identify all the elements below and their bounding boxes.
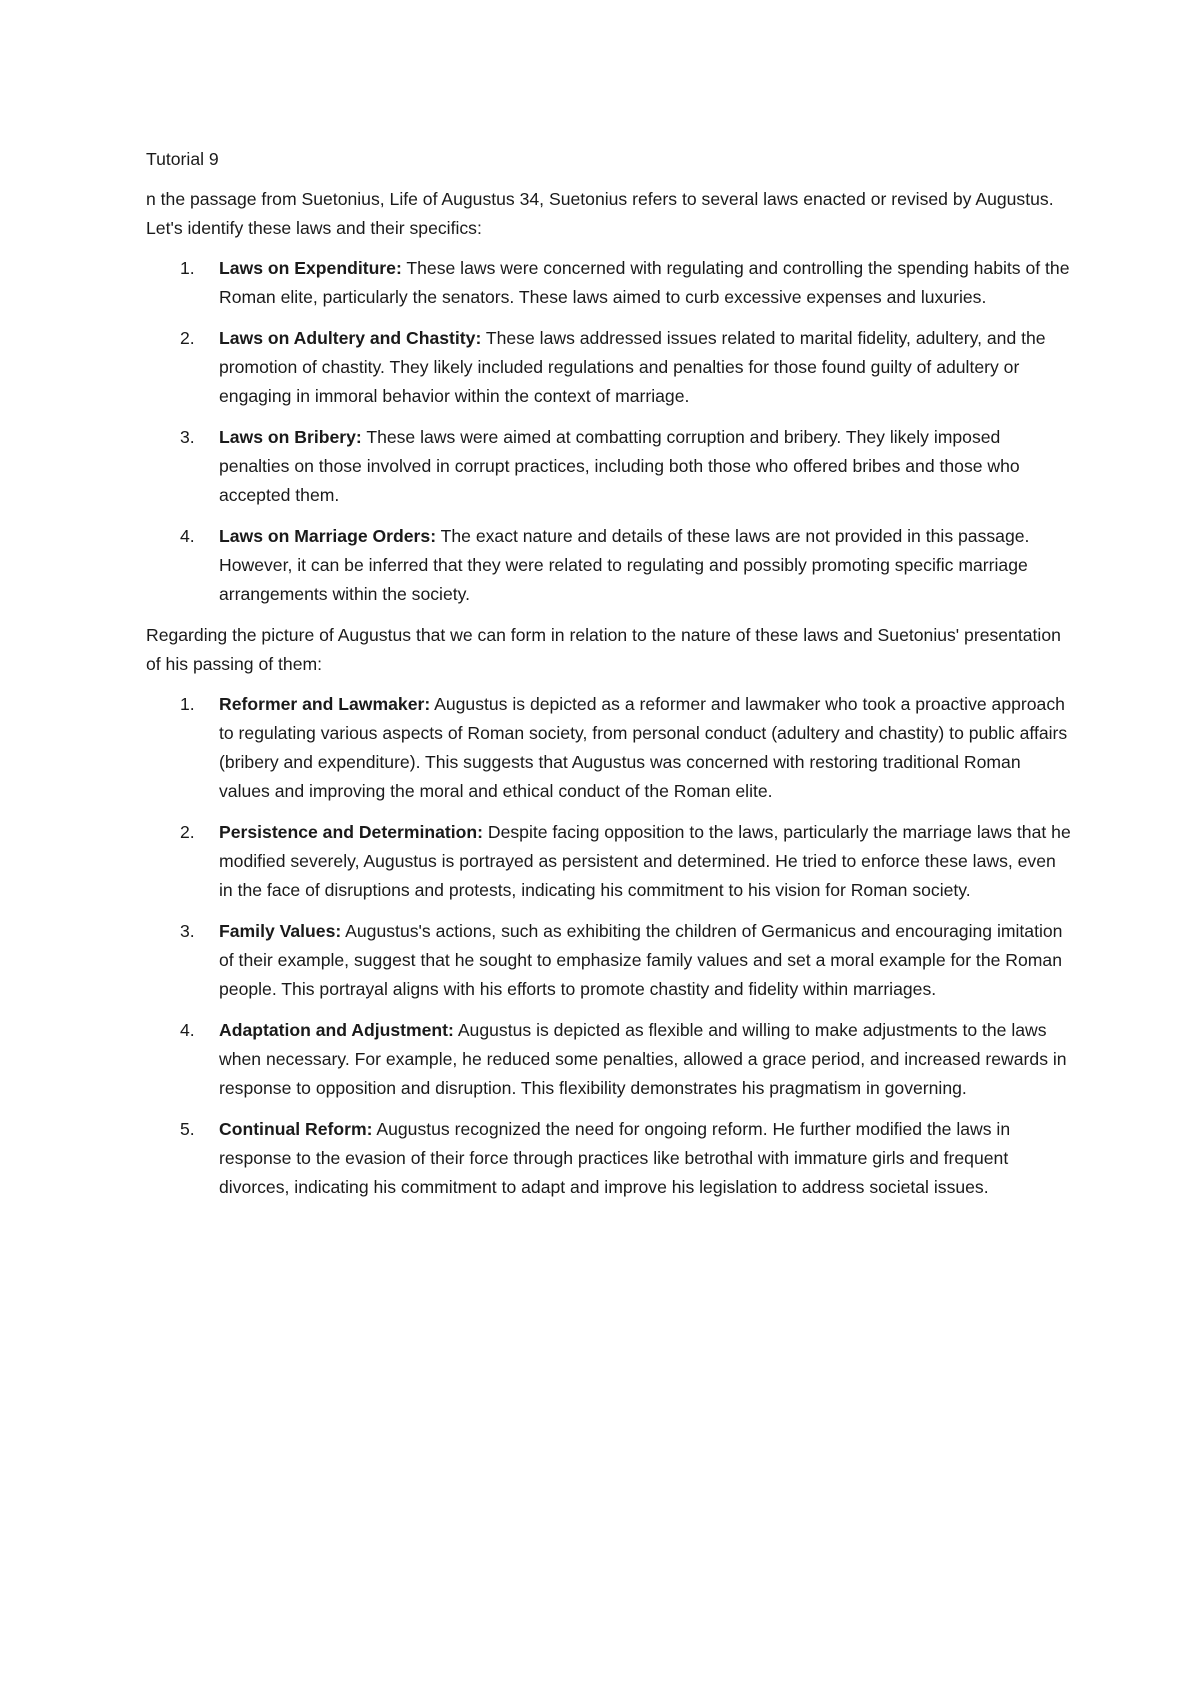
list-number: 2. xyxy=(180,822,195,842)
list-number: 3. xyxy=(180,921,195,941)
list-item xyxy=(146,423,1071,510)
list-item xyxy=(146,1016,1071,1103)
list-item xyxy=(146,324,1071,411)
list-number: 2. xyxy=(180,328,195,348)
list-text: Augustus recognized the need for ongoing reform. He further modified the laws in response to the evasion of their force through practices like betrothal with immature girls and frequent divorces, indicating his commitment to adapt and improve his legislation to address societal issues. xyxy=(219,1119,1011,1197)
list-text: Despite facing opposition to the laws, particularly the marriage laws that he modified severely, Augustus is portrayed as persistent and determined. He tried to enforce these laws, even in the face of disruptions and protests, indicating his commitment to his vision for Roman society. xyxy=(219,822,1071,900)
list-item xyxy=(146,917,1071,1004)
laws-list xyxy=(146,254,1071,609)
list-text: These laws were aimed at combatting corruption and bribery. They likely imposed penalties on those involved in corrupt practices, including both those who offered bribes and those who accepted them. xyxy=(219,427,1020,505)
list-text: Augustus's actions, such as exhibiting the children of Germanicus and encouraging imitation of their example, suggest that he sought to emphasize family values and set a moral example for the Roman people. This portrayal aligns with his efforts to promote chastity and fidelity within marriages. xyxy=(219,921,1063,999)
list-item xyxy=(146,254,1071,312)
list-term: Persistence and Determination: xyxy=(219,822,483,842)
list-number: 4. xyxy=(180,1020,195,1040)
intro-paragraph: n the passage from Suetonius, Life of Augustus 34, Suetonius refers to several laws enacted or revised by Augustus. Let's identify these laws and their specifics: xyxy=(146,189,1054,238)
list-term: Continual Reform: xyxy=(219,1119,373,1139)
list-number: 1. xyxy=(180,258,195,278)
list-item xyxy=(146,1115,1071,1202)
list-number: 4. xyxy=(180,526,195,546)
list-term: Laws on Adultery and Chastity: xyxy=(219,328,482,348)
list-item xyxy=(146,818,1071,905)
document-body xyxy=(146,145,1071,1214)
list-number: 5. xyxy=(180,1119,195,1139)
list-number: 1. xyxy=(180,694,195,714)
portrayal-list xyxy=(146,690,1071,1202)
transition-paragraph: Regarding the picture of Augustus that we can form in relation to the nature of these laws and Suetonius' presentation of his passing of them: xyxy=(146,625,1061,674)
list-item xyxy=(146,690,1071,806)
list-text: Augustus is depicted as a reformer and lawmaker who took a proactive approach to regulating various aspects of Roman society, from personal conduct (adultery and chastity) to public affairs (bribery and expenditure). This suggests that Augustus was concerned with restoring traditional Roman values and improving the moral and ethical conduct of the Roman elite. xyxy=(219,694,1068,801)
document-title: Tutorial 9 xyxy=(146,149,219,169)
list-term: Laws on Expenditure: xyxy=(219,258,402,278)
list-term: Laws on Marriage Orders: xyxy=(219,526,437,546)
list-text: These laws were concerned with regulating and controlling the spending habits of the Roman elite, particularly the senators. These laws aimed to curb excessive expenses and luxuries. xyxy=(219,258,1070,307)
list-item xyxy=(146,522,1071,609)
list-term: Family Values: xyxy=(219,921,342,941)
list-term: Laws on Bribery: xyxy=(219,427,362,447)
list-text: Augustus is depicted as flexible and willing to make adjustments to the laws when necessary. For example, he reduced some penalties, allowed a grace period, and increased rewards in response to opposition and disruption. This flexibility demonstrates his pragmatism in governing. xyxy=(219,1020,1067,1098)
list-term: Adaptation and Adjustment: xyxy=(219,1020,454,1040)
list-number: 3. xyxy=(180,427,195,447)
list-term: Reformer and Lawmaker: xyxy=(219,694,431,714)
list-text: These laws addressed issues related to marital fidelity, adultery, and the promotion of chastity. They likely included regulations and penalties for those found guilty of adultery or engaging in immoral behavior within the context of marriage. xyxy=(219,328,1046,406)
list-text: The exact nature and details of these laws are not provided in this passage. However, it can be inferred that they were related to regulating and possibly promoting specific marriage arrangements within the society. xyxy=(219,526,1030,604)
